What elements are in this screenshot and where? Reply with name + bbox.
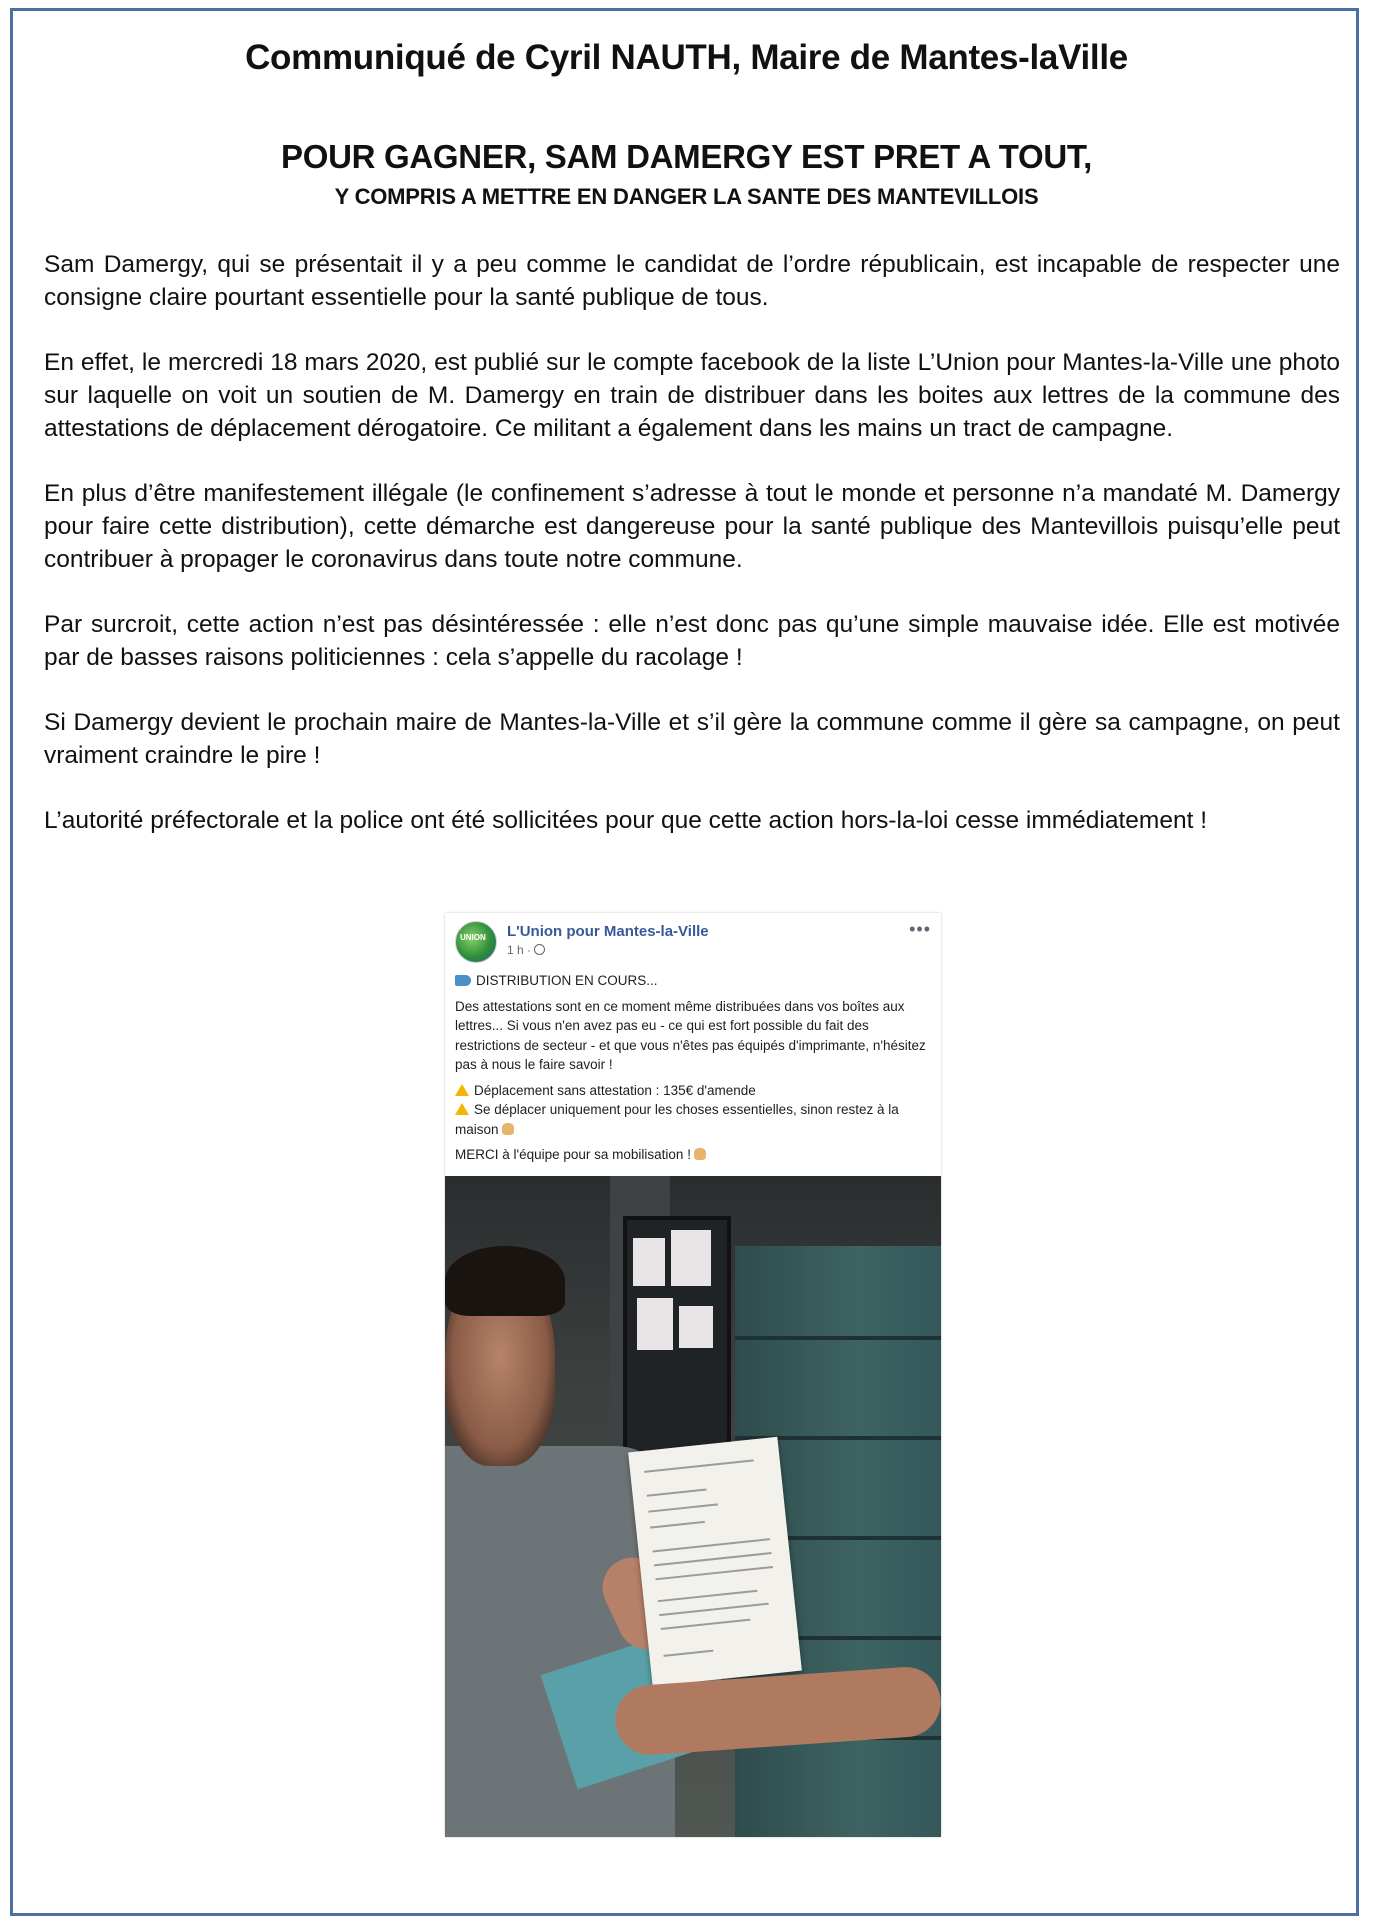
communique-body [44, 248, 1340, 869]
warning-icon [455, 1084, 469, 1096]
sheet-line [663, 1650, 713, 1657]
communique-title: Communiqué de Cyril NAUTH, Maire de Mantes-laVille [245, 38, 1128, 77]
sheet-line [654, 1552, 772, 1566]
photo-notice [671, 1230, 711, 1286]
mailbox-slot [735, 1336, 941, 1340]
subheadline: Y COMPRIS A METTRE EN DANGER LA SANTE DES MANTEVILLOIS [334, 184, 1039, 209]
photo-notice [633, 1238, 665, 1286]
post-warning-1-text: Déplacement sans attestation : 135€ d'amende [474, 1082, 756, 1098]
photo-person-hair [445, 1246, 565, 1316]
photo-notice [679, 1306, 713, 1348]
sheet-line [647, 1489, 707, 1497]
post-time: 1 h · [507, 943, 532, 957]
page-avatar [455, 921, 497, 963]
post-photo [445, 1176, 941, 1837]
post-heading [455, 971, 929, 991]
globe-icon [534, 944, 545, 955]
paragraph-1: Sam Damergy, qui se présentait il y a peu comme le candidat de l’ordre républicain, est incapable de respecter une consigne claire pourtant essentielle pour la santé publique de tous. [44, 251, 1340, 311]
sheet-line [648, 1503, 718, 1512]
facebook-post-screenshot [445, 913, 941, 1837]
post-timestamp [507, 943, 545, 957]
paragraph-4: Par surcroit, cette action n’est pas désintéressée : elle n’est donc pas qu’une simple mauvaise idée. Elle est motivée par de basses raisons politiciennes : cela s’appelle du racolage ! [44, 611, 1340, 671]
paragraph-6: L’autorité préfectorale et la police ont été sollicitées pour que cette action hors-la-loi cesse immédiatement ! [44, 807, 1208, 834]
headline: POUR GAGNER, SAM DAMERGY EST PRET A TOUT, [281, 138, 1092, 175]
paragraph-5: Si Damergy devient le prochain maire de Mantes-la-Ville et s’il gère la commune comme il gère sa campagne, on peut vraiment craindre le pire ! [44, 709, 1340, 769]
post-header [445, 913, 941, 969]
post-warning-2 [455, 1100, 929, 1139]
raised-fist-icon [694, 1148, 706, 1160]
post-warning-1 [455, 1081, 929, 1101]
sheet-line [653, 1538, 771, 1552]
sheet-line [655, 1566, 773, 1580]
warning-icon [455, 1103, 469, 1115]
post-warning-2-text: Se déplacer uniquement pour les choses essentielles, sinon restez à la maison [455, 1102, 899, 1137]
post-body [445, 971, 941, 1165]
sheet-line [661, 1619, 751, 1630]
avatar-logo-text: UNION [460, 933, 486, 942]
sheet-line [658, 1590, 758, 1602]
page-name: L'Union pour Mantes-la-Ville [507, 923, 709, 940]
sheet-line [659, 1603, 769, 1616]
post-thanks [455, 1145, 929, 1165]
praying-hands-icon [502, 1123, 514, 1135]
photo-attestation-sheet [628, 1437, 802, 1686]
loudspeaker-icon [455, 975, 471, 986]
post-text: Des attestations sont en ce moment même distribuées dans vos boîtes aux lettres... Si vous n'en avez pas eu - ce qui est fort possible du fait des restrictions de secteur - et que vous n'êtes pas équipés d'imprimante, n'hésitez pas à nous le faire savoir ! [455, 998, 926, 1072]
paragraph-2: En effet, le mercredi 18 mars 2020, est publié sur le compte facebook de la liste L’Union pour Mantes-la-Ville une photo sur laquelle on voit un soutien de M. Damergy en train de distribuer dans les boites aux lettres de la commune des attestations de déplacement dérogatoire. Ce militant a également dans les mains un tract de campagne. [44, 349, 1340, 442]
paragraph-3: En plus d’être manifestement illégale (le confinement s’adresse à tout le monde et personne n’a mandaté M. Damergy pour faire cette distribution), cette démarche est dangereuse pour la santé publique des Mantevillois puisqu’elle peut contribuer à propager le coronavirus dans toute notre commune. [44, 480, 1340, 573]
photo-notice [637, 1298, 673, 1350]
post-heading-text: DISTRIBUTION EN COURS... [476, 973, 658, 988]
post-thanks-text: MERCI à l'équipe pour sa mobilisation ! [455, 1147, 691, 1162]
sheet-line [644, 1459, 754, 1472]
more-options-icon: ••• [909, 919, 931, 939]
sheet-line [650, 1521, 705, 1529]
